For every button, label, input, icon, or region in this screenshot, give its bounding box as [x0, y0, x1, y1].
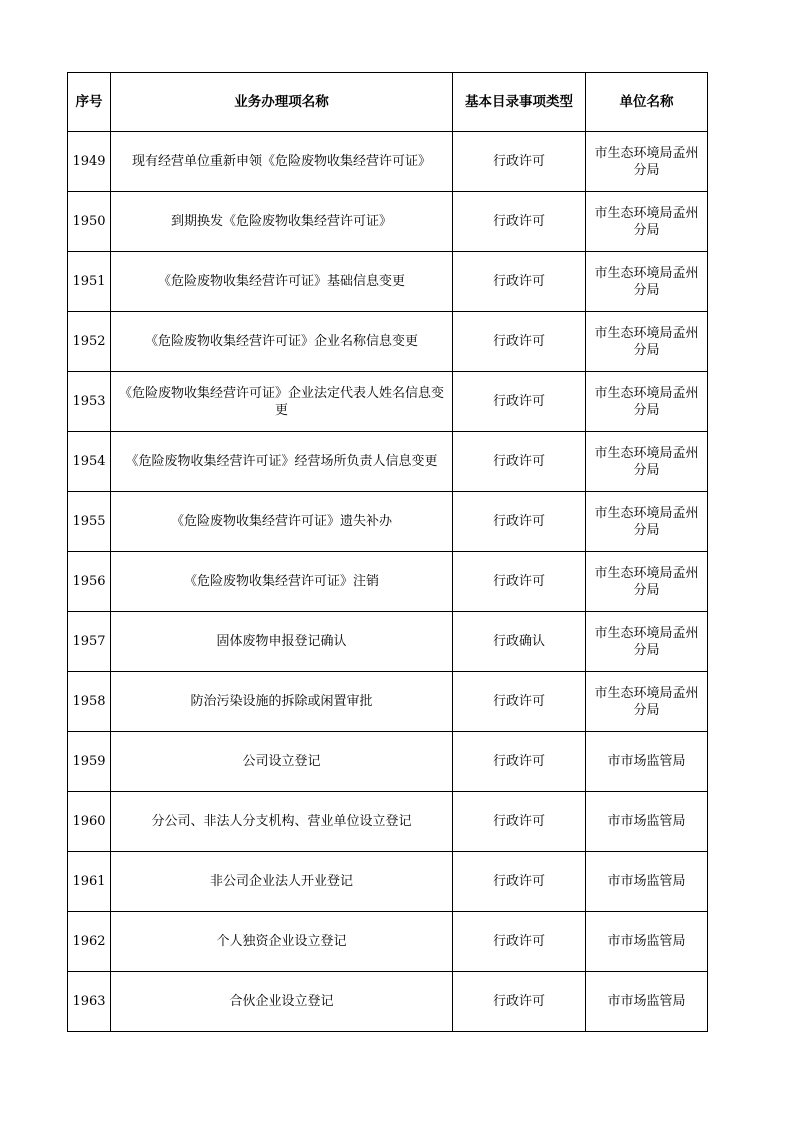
- header-item-name: 业务办理项名称: [111, 73, 453, 132]
- cell-unit-name: 市生态环境局孟州分局: [586, 552, 708, 612]
- header-unit-name: 单位名称: [586, 73, 708, 132]
- cell-seq: 1959: [68, 732, 111, 792]
- cell-item-name: 非公司企业法人开业登记: [111, 852, 453, 912]
- table-header-row: [68, 73, 708, 132]
- table-body: [68, 132, 708, 1032]
- table-row: [68, 792, 708, 852]
- table-row: [68, 732, 708, 792]
- cell-seq: 1956: [68, 552, 111, 612]
- cell-item-type: 行政许可: [453, 552, 586, 612]
- cell-seq: 1954: [68, 432, 111, 492]
- table-row: [68, 552, 708, 612]
- cell-item-name: 分公司、非法人分支机构、营业单位设立登记: [111, 792, 453, 852]
- cell-unit-name: 市市场监管局: [586, 972, 708, 1032]
- cell-item-type: 行政许可: [453, 972, 586, 1032]
- cell-unit-name: 市生态环境局孟州分局: [586, 612, 708, 672]
- cell-item-name: 个人独资企业设立登记: [111, 912, 453, 972]
- cell-item-name: 到期换发《危险废物收集经营许可证》: [111, 192, 453, 252]
- cell-unit-name: 市生态环境局孟州分局: [586, 432, 708, 492]
- cell-seq: 1958: [68, 672, 111, 732]
- cell-item-name: 《危险废物收集经营许可证》经营场所负责人信息变更: [111, 432, 453, 492]
- service-items-table: [67, 72, 708, 1032]
- cell-item-name: 合伙企业设立登记: [111, 972, 453, 1032]
- table-row: [68, 252, 708, 312]
- cell-item-name: 《危险废物收集经营许可证》注销: [111, 552, 453, 612]
- cell-unit-name: 市生态环境局孟州分局: [586, 672, 708, 732]
- header-item-type: 基本目录事项类型: [453, 73, 586, 132]
- cell-item-type: 行政许可: [453, 492, 586, 552]
- cell-unit-name: 市生态环境局孟州分局: [586, 312, 708, 372]
- cell-item-type: 行政许可: [453, 132, 586, 192]
- table-row: [68, 852, 708, 912]
- table-row: [68, 972, 708, 1032]
- table-row: [68, 372, 708, 432]
- table-row: [68, 612, 708, 672]
- header-seq: 序号: [68, 73, 111, 132]
- table-row: [68, 192, 708, 252]
- table-row: [68, 492, 708, 552]
- cell-item-name: 《危险废物收集经营许可证》企业法定代表人姓名信息变更: [111, 372, 453, 432]
- cell-seq: 1955: [68, 492, 111, 552]
- cell-seq: 1952: [68, 312, 111, 372]
- table-row: [68, 312, 708, 372]
- cell-seq: 1960: [68, 792, 111, 852]
- cell-seq: 1962: [68, 912, 111, 972]
- cell-item-type: 行政许可: [453, 192, 586, 252]
- cell-unit-name: 市生态环境局孟州分局: [586, 372, 708, 432]
- cell-item-type: 行政许可: [453, 372, 586, 432]
- cell-item-type: 行政许可: [453, 912, 586, 972]
- cell-unit-name: 市生态环境局孟州分局: [586, 492, 708, 552]
- cell-unit-name: 市市场监管局: [586, 732, 708, 792]
- cell-item-name: 《危险废物收集经营许可证》基础信息变更: [111, 252, 453, 312]
- cell-seq: 1961: [68, 852, 111, 912]
- table-row: [68, 132, 708, 192]
- cell-seq: 1953: [68, 372, 111, 432]
- table-row: [68, 912, 708, 972]
- cell-item-name: 公司设立登记: [111, 732, 453, 792]
- cell-item-type: 行政许可: [453, 852, 586, 912]
- cell-unit-name: 市生态环境局孟州分局: [586, 252, 708, 312]
- cell-item-type: 行政许可: [453, 432, 586, 492]
- cell-item-name: 现有经营单位重新申领《危险废物收集经营许可证》: [111, 132, 453, 192]
- cell-item-type: 行政许可: [453, 732, 586, 792]
- cell-unit-name: 市生态环境局孟州分局: [586, 132, 708, 192]
- cell-item-type: 行政许可: [453, 792, 586, 852]
- cell-seq: 1950: [68, 192, 111, 252]
- cell-item-type: 行政确认: [453, 612, 586, 672]
- table-row: [68, 672, 708, 732]
- cell-unit-name: 市市场监管局: [586, 792, 708, 852]
- cell-item-name: 固体废物申报登记确认: [111, 612, 453, 672]
- cell-item-type: 行政许可: [453, 312, 586, 372]
- cell-item-name: 防治污染设施的拆除或闲置审批: [111, 672, 453, 732]
- cell-unit-name: 市生态环境局孟州分局: [586, 192, 708, 252]
- cell-item-name: 《危险废物收集经营许可证》遗失补办: [111, 492, 453, 552]
- cell-seq: 1963: [68, 972, 111, 1032]
- cell-seq: 1951: [68, 252, 111, 312]
- table-row: [68, 432, 708, 492]
- cell-unit-name: 市市场监管局: [586, 912, 708, 972]
- cell-seq: 1957: [68, 612, 111, 672]
- cell-item-type: 行政许可: [453, 252, 586, 312]
- cell-item-name: 《危险废物收集经营许可证》企业名称信息变更: [111, 312, 453, 372]
- cell-unit-name: 市市场监管局: [586, 852, 708, 912]
- cell-item-type: 行政许可: [453, 672, 586, 732]
- cell-seq: 1949: [68, 132, 111, 192]
